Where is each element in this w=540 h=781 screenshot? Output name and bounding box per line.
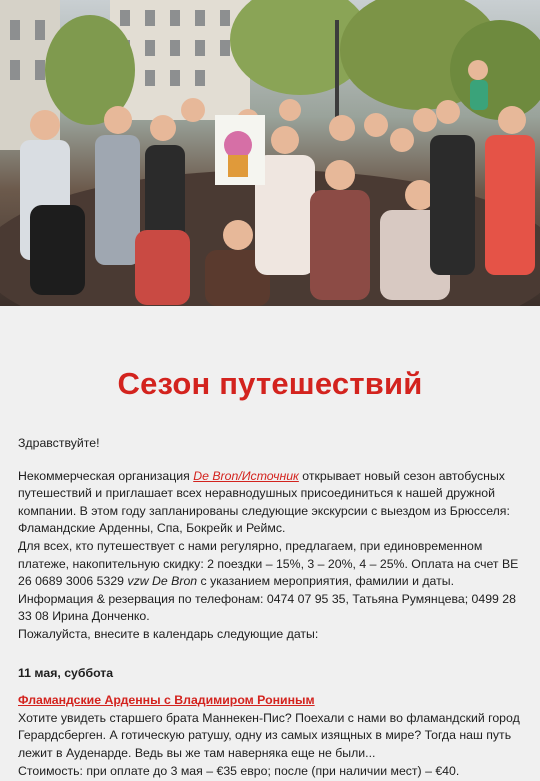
discount-text-start: Для всех, кто путешествует с нами регулярно, предлагаем, при единовременном платеже, накопительную скидку: 2 поездки – 15%, 3 – 20%, 4 – 25%. Оплата на счет BE 26 0689 3006 5329 xyxy=(18,538,519,589)
org-link[interactable]: De Bron/Источник xyxy=(193,468,299,483)
intro-paragraph xyxy=(18,468,522,538)
event-price: Стоимость: при оплате до 3 мая – €35 евро; после (при наличии мест) – €40. xyxy=(18,763,460,778)
calendar-note: Пожалуйста, внесите в календарь следующие даты: xyxy=(18,626,319,641)
email-body xyxy=(0,366,540,780)
account-holder-name: vzw De Bron xyxy=(127,574,198,589)
discount-text-end: с указанием мероприятия, фамилии и даты. Информация & резервация по телефонам: 0474 07 95 35, Татьяна Румянцева; 0499 28 33 08 Ирина Донченко. xyxy=(18,574,516,624)
intro-text-start: Некоммерческая организация xyxy=(18,468,194,483)
intro-text-end: открывает новый сезон автобусных путешествий и приглашает всех неравнодушных присоединиться к нашей дружной компании. В этом году запланированы следующие экскурсии с выездом из Брюсселя: Фламандские Арденны, Спа, Бокрейк и Реймс. xyxy=(18,468,510,536)
group-photo-icon xyxy=(0,0,540,306)
event-description: Хотите увидеть старшего брата Маннекен-Пис? Поехали с нами во фламандский город Герардсберген. А готическую ратушу, одну из самых изящных в мире? Тогда наш путь лежит в Ауденарде. Ведь вы же там наверняка еще не были... xyxy=(18,710,520,760)
greeting-text: Здравствуйте! xyxy=(18,436,100,450)
event-title-link[interactable]: Фламандские Арденны с Владимиром Рониным xyxy=(18,693,315,708)
page-title: Сезон путешествий xyxy=(117,366,423,401)
event-date: 11 мая, суббота xyxy=(18,665,114,680)
discount-paragraph xyxy=(18,538,522,626)
hero-photo xyxy=(0,0,540,306)
